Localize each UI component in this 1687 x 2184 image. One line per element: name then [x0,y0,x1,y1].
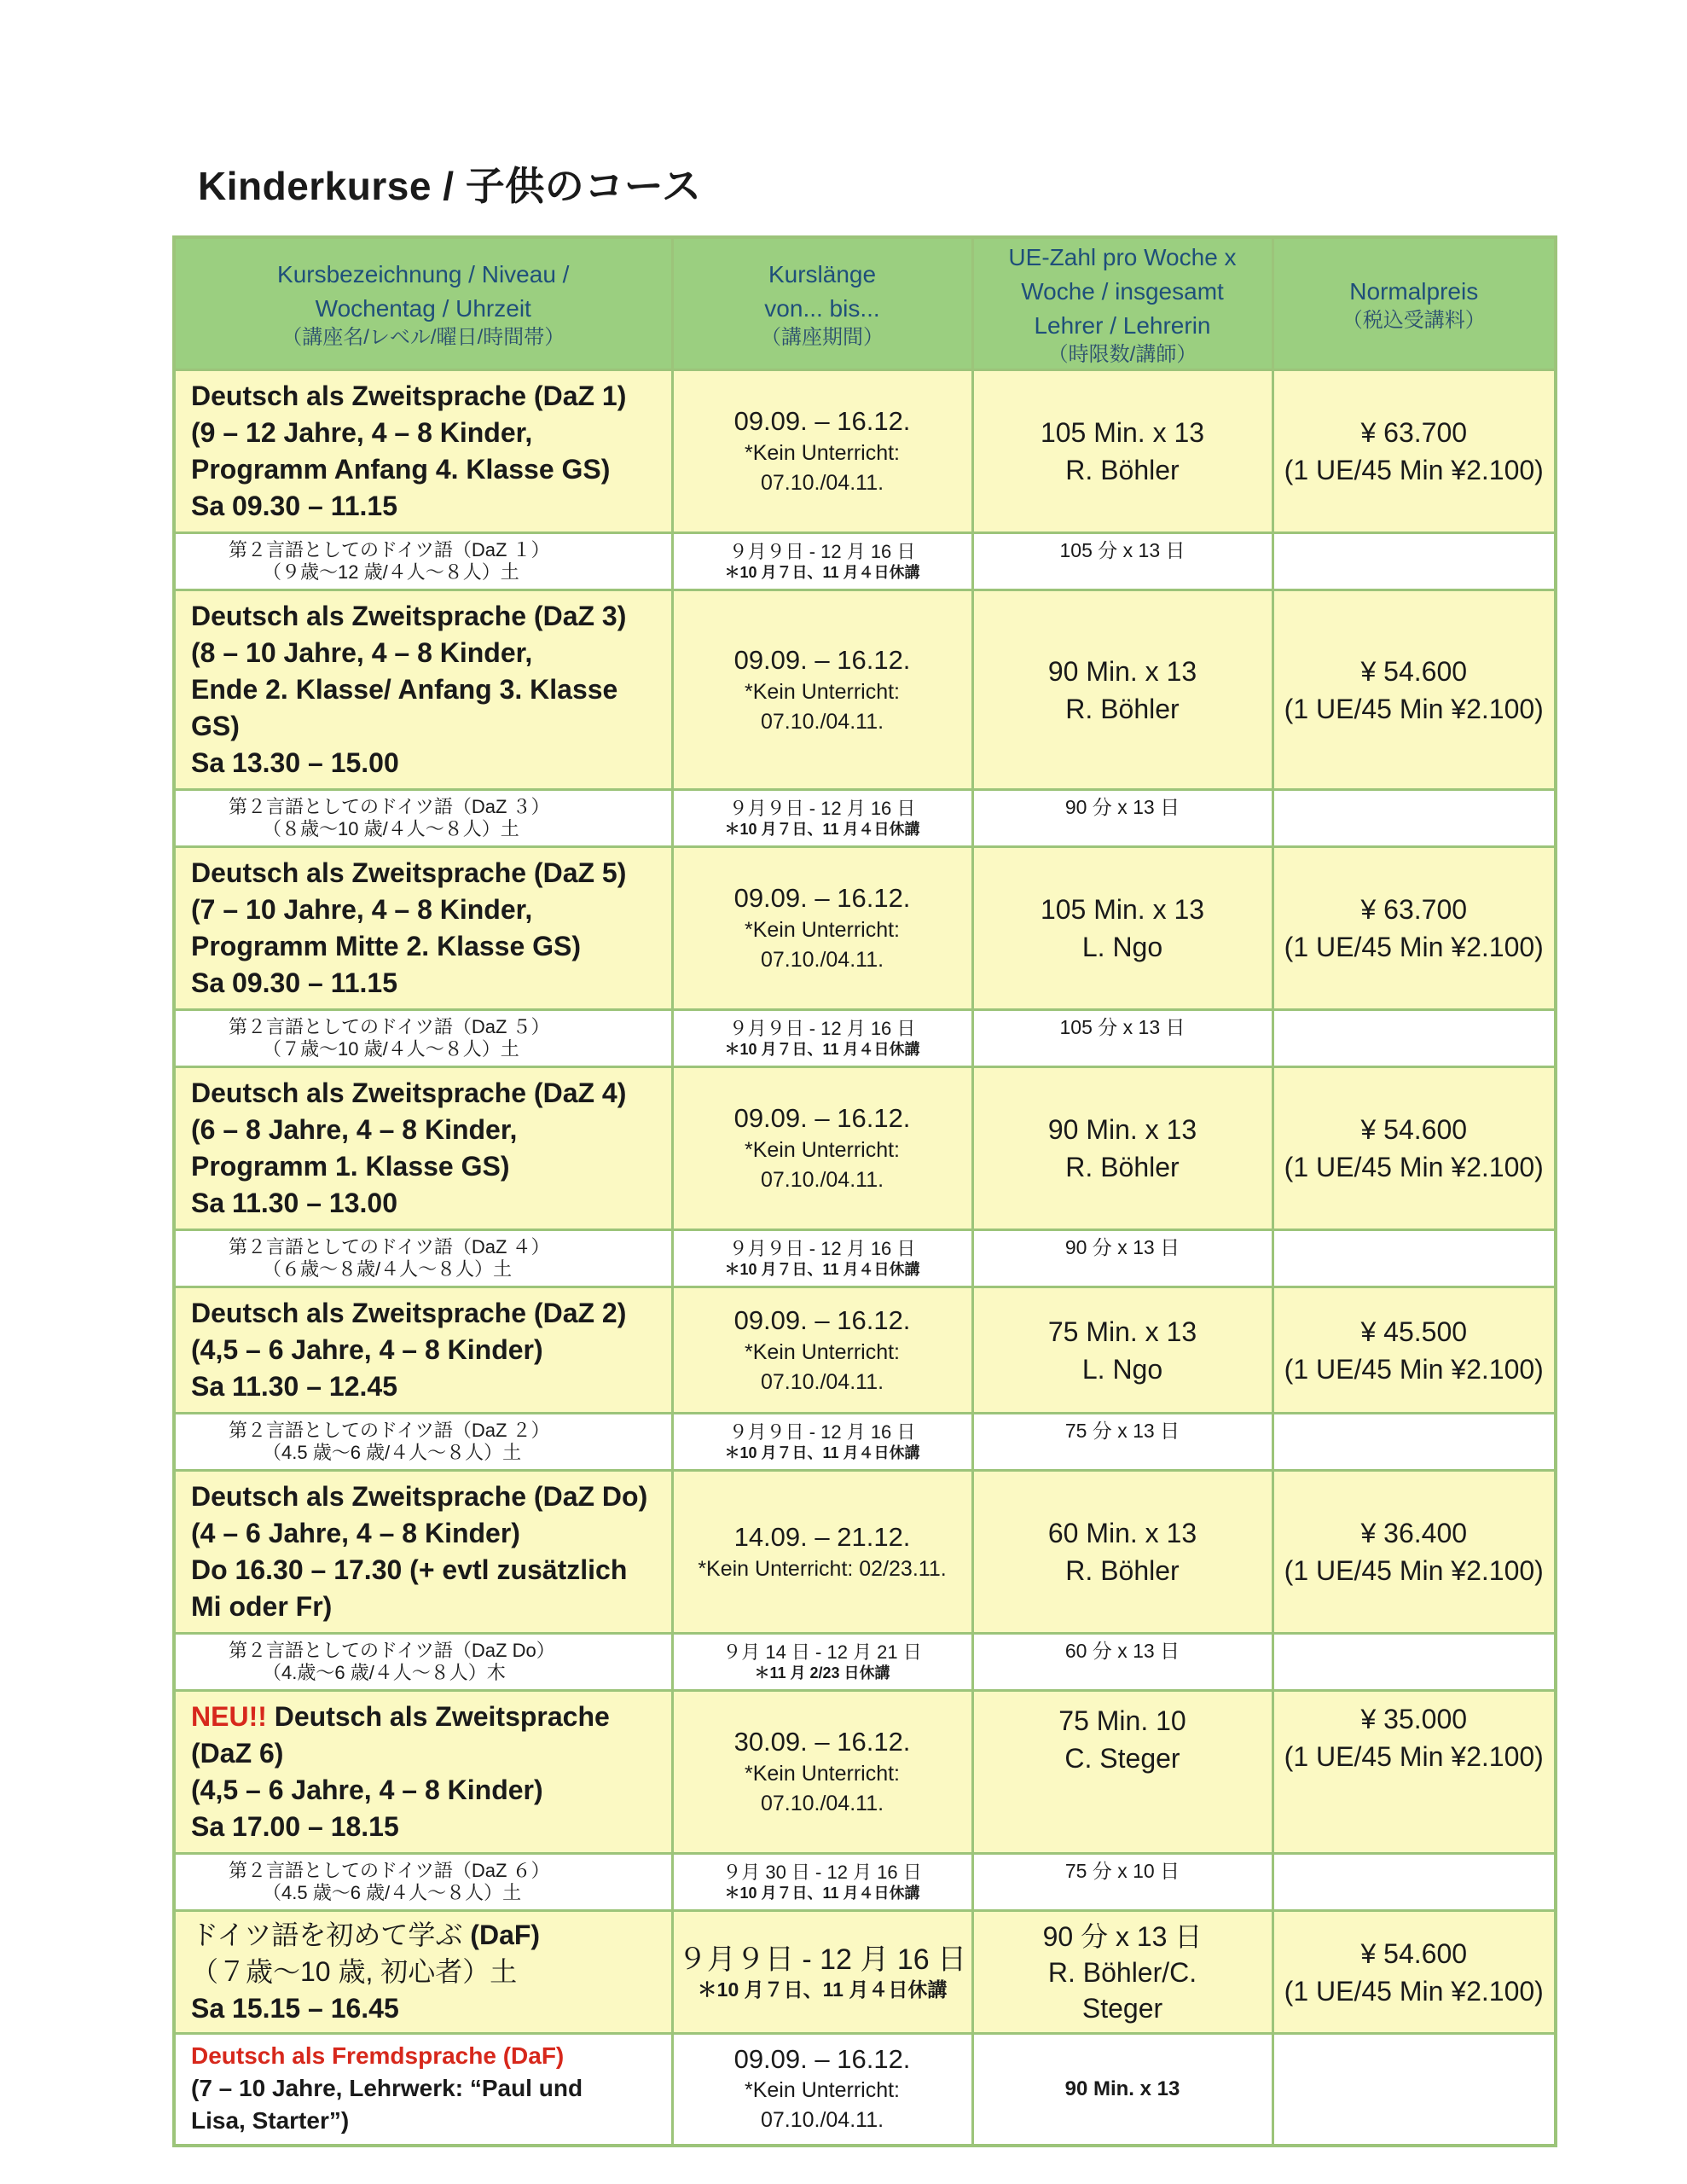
header-ue-count: UE-Zahl pro Woche x Woche / insgesamt Lehrer / Lehrerin （時限数/講師） [972,237,1272,370]
course-price: ¥ 35.000 (1 UE/45 Min ¥2.100) [1272,1691,1556,1854]
course-jp-dates: ９月９日 - 12 月 16 日 ＊10 月７日、11 月４日休講 [672,533,972,590]
header-course-name: Kursbezeichnung / Niveau / Wochentag / Uhrzeit （講座名/レベル/曜日/時間帯） [174,237,672,370]
course-jp-row [174,1634,1556,1691]
course-name: ドイツ語を初めて学ぶ (DaF) （７歳〜10 歳, 初心者）土 Sa 15.15 – 16.45 [174,1911,672,2034]
course-jp-price [1272,1634,1556,1691]
course-jp-ue: 105 分 x 13 日 [972,1010,1272,1067]
course-jp-row [174,790,1556,847]
course-dates: ９月９日 - 12 月 16 日 ＊10 月７日、11 月４日休講 [672,1911,972,2034]
course-ue: 90 Min. x 13 R. Böhler [972,1067,1272,1230]
course-jp-ue: 75 分 x 10 日 [972,1854,1272,1911]
course-dates: 09.09. – 16.12. *Kein Unterricht: 07.10./04.11. [672,847,972,1010]
course-jp-row [174,1230,1556,1287]
course-name: Deutsch als Zweitsprache (DaZ Do) (4 – 6 Jahre, 4 – 8 Kinder) Do 16.30 – 17.30 (+ evtl zusätzlich Mi oder Fr) [174,1471,672,1634]
course-jp-name: 第２言語としてのドイツ語（DaZ ４） （６歳〜８歳/４人〜８人）土 [174,1230,672,1287]
course-jp-ue: 105 分 x 13 日 [972,533,1272,590]
course-jp-price [1272,1230,1556,1287]
course-jp-name: 第２言語としてのドイツ語（DaZ ５） （７歳〜10 歳/４人〜８人）土 [174,1010,672,1067]
course-row [174,1067,1556,1230]
course-price: ¥ 63.700 (1 UE/45 Min ¥2.100) [1272,847,1556,1010]
course-dates: 09.09. – 16.12. *Kein Unterricht: 07.10./04.11. [672,590,972,790]
course-jp-price [1272,1010,1556,1067]
course-name: Deutsch als Zweitsprache (DaZ 4) (6 – 8 Jahre, 4 – 8 Kinder, Programm 1. Klasse GS) Sa 11.30 – 13.00 [174,1067,672,1230]
course-jp-price [1272,533,1556,590]
course-row [174,1287,1556,1414]
course-jp-name: 第２言語としてのドイツ語（DaZ １） （９歳〜12 歳/４人〜８人）土 [174,533,672,590]
header-normal-price: Normalpreis （税込受講料） [1272,237,1556,370]
course-price: ¥ 36.400 (1 UE/45 Min ¥2.100) [1272,1471,1556,1634]
course-name: Deutsch als Zweitsprache (DaZ 3) (8 – 10 Jahre, 4 – 8 Kinder, Ende 2. Klasse/ Anfang 3. Klasse GS) Sa 13.30 – 15.00 [174,590,672,790]
course-ue: 105 Min. x 13 R. Böhler [972,370,1272,533]
course-name: Deutsch als Zweitsprache (DaZ 2) (4,5 – 6 Jahre, 4 – 8 Kinder) Sa 11.30 – 12.45 [174,1287,672,1414]
course-price: ¥ 54.600 (1 UE/45 Min ¥2.100) [1272,1911,1556,2034]
course-dates: 09.09. – 16.12. *Kein Unterricht: 07.10./04.11. [672,370,972,533]
course-ue: 90 Min. x 13 [972,2034,1272,2146]
course-row [174,1471,1556,1634]
course-jp-price [1272,1854,1556,1911]
course-dates: 14.09. – 21.12. *Kein Unterricht: 02/23.11. [672,1471,972,1634]
course-row [174,370,1556,533]
course-table [172,235,1557,2147]
course-jp-row [174,1010,1556,1067]
course-row [174,847,1556,1010]
course-jp-price [1272,1414,1556,1471]
course-jp-dates: ９月 30 日 - 12 月 16 日 ＊10 月７日、11 月４日休講 [672,1854,972,1911]
table-header-row [174,237,1556,370]
course-row-daf-jp [174,1911,1556,2034]
course-price: ¥ 54.600 (1 UE/45 Min ¥2.100) [1272,1067,1556,1230]
course-row [174,1691,1556,1854]
course-dates: 09.09. – 16.12. *Kein Unterricht: 07.10./04.11. [672,1067,972,1230]
course-name: NEU!! Deutsch als Zweitsprache (DaZ 6) (4,5 – 6 Jahre, 4 – 8 Kinder) Sa 17.00 – 18.15 [174,1691,672,1854]
course-price: ¥ 63.700 (1 UE/45 Min ¥2.100) [1272,370,1556,533]
course-jp-name: 第２言語としてのドイツ語（DaZ ６） （4.5 歳〜6 歳/４人〜８人）土 [174,1854,672,1911]
course-jp-ue: 75 分 x 13 日 [972,1414,1272,1471]
course-ue: 105 Min. x 13 L. Ngo [972,847,1272,1010]
course-jp-ue: 90 分 x 13 日 [972,1230,1272,1287]
course-jp-name: 第２言語としてのドイツ語（DaZ ２） （4.5 歳〜6 歳/４人〜８人）土 [174,1414,672,1471]
course-jp-price [1272,790,1556,847]
course-jp-dates: ９月９日 - 12 月 16 日 ＊10 月７日、11 月４日休講 [672,1010,972,1067]
course-jp-dates: ９月 14 日 - 12 月 21 日 ＊11 月 2/23 日休講 [672,1634,972,1691]
course-ue: 75 Min. x 13 L. Ngo [972,1287,1272,1414]
course-ue: 90 分 x 13 日 R. Böhler/C. Steger [972,1911,1272,2034]
course-jp-row [174,1414,1556,1471]
course-jp-row [174,1854,1556,1911]
course-ue: 90 Min. x 13 R. Böhler [972,590,1272,790]
course-price: ¥ 54.600 (1 UE/45 Min ¥2.100) [1272,590,1556,790]
course-row-daf [174,2034,1556,2146]
course-jp-ue: 90 分 x 13 日 [972,790,1272,847]
course-jp-dates: ９月９日 - 12 月 16 日 ＊10 月７日、11 月４日休講 [672,1230,972,1287]
course-jp-ue: 60 分 x 13 日 [972,1634,1272,1691]
course-name: Deutsch als Zweitsprache (DaZ 1) (9 – 12 Jahre, 4 – 8 Kinder, Programm Anfang 4. Klasse GS) Sa 09.30 – 11.15 [174,370,672,533]
course-dates: 09.09. – 16.12. *Kein Unterricht: 07.10./04.11. [672,1287,972,1414]
course-jp-dates: ９月９日 - 12 月 16 日 ＊10 月７日、11 月４日休講 [672,1414,972,1471]
course-name: Deutsch als Fremdsprache (DaF) (7 – 10 Jahre, Lehrwerk: “Paul und Lisa, Starter”) [174,2034,672,2146]
course-price [1272,2034,1556,2146]
course-price: ¥ 45.500 (1 UE/45 Min ¥2.100) [1272,1287,1556,1414]
new-badge: NEU!! [191,1701,267,1732]
course-name: Deutsch als Zweitsprache (DaZ 5) (7 – 10 Jahre, 4 – 8 Kinder, Programm Mitte 2. Klasse GS) Sa 09.30 – 11.15 [174,847,672,1010]
course-dates: 09.09. – 16.12. *Kein Unterricht: 07.10./04.11. [672,2034,972,2146]
header-course-length: Kurslänge von... bis... （講座期間） [672,237,972,370]
page-title: Kinderkurse / 子供のコース [198,164,702,208]
course-ue: 60 Min. x 13 R. Böhler [972,1471,1272,1634]
course-jp-row [174,533,1556,590]
course-jp-name: 第２言語としてのドイツ語（DaZ ３） （８歳〜10 歳/４人〜８人）土 [174,790,672,847]
course-jp-dates: ９月９日 - 12 月 16 日 ＊10 月７日、11 月４日休講 [672,790,972,847]
course-jp-name: 第２言語としてのドイツ語（DaZ Do） （4.歳〜6 歳/４人〜８人）木 [174,1634,672,1691]
course-row [174,590,1556,790]
course-ue: 75 Min. 10 C. Steger [972,1691,1272,1854]
course-dates: 30.09. – 16.12. *Kein Unterricht: 07.10./04.11. [672,1691,972,1854]
